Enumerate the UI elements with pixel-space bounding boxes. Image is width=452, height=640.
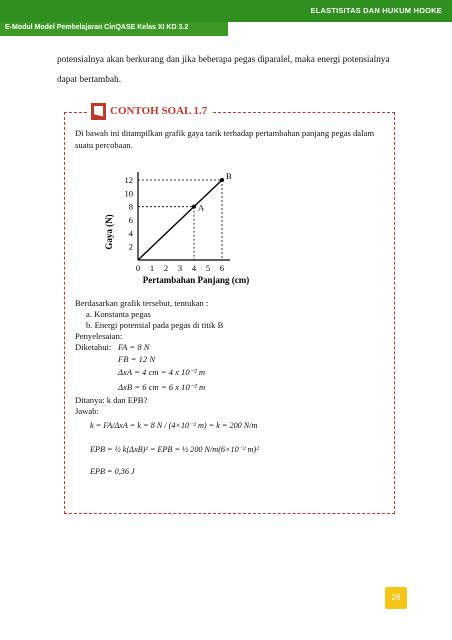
y-tick-label: 8 <box>128 201 133 212</box>
x-tick-label: 0 <box>135 263 141 273</box>
known-fb: FB = 12 N <box>118 354 156 364</box>
intro-line-2: dapat bertambah. <box>57 75 122 85</box>
x-tick-label: 2 <box>163 263 169 273</box>
point-label: B <box>226 171 232 181</box>
intro-line-1: potensialnya akan berkurang dan jika beberapa pegas diparalel, maka energi potensialnya <box>57 55 390 65</box>
chapter-title: ELASTISITAS DAN HUKUM HOOKE <box>310 6 442 15</box>
y-tick-label: 6 <box>128 215 133 225</box>
x-tick-label: 4 <box>191 263 197 273</box>
item-b: b. Energi potensial pada pegas di titik B <box>86 320 224 330</box>
x-axis-label: Pertambahan Panjang (cm) <box>142 275 250 285</box>
x-tick-label: 6 <box>219 263 225 273</box>
module-subtitle-band <box>0 22 228 36</box>
known-dxa: ΔxA = 4 cm = 4 x 10⁻² m <box>118 367 206 377</box>
y-tick-label: 12 <box>124 175 133 185</box>
item-a: a. Konstanta pegas <box>86 309 151 319</box>
module-subtitle: E-Modul Model Pembelajaran CinQASE Kelas XI KD 3.2 <box>5 24 189 31</box>
equation-epb: EPB = ½ k(ΔxB)² = EPB = ½ 200 N/m(6×10⁻² m)² <box>90 445 259 454</box>
asked: Ditanya: k dan EPB? <box>75 395 148 405</box>
known-fa: FA = 8 N <box>118 342 150 352</box>
example-label <box>88 101 213 121</box>
question: Berdasarkan grafik tersebut, tentukan : <box>75 298 209 308</box>
y-axis-label: Gaya (N) <box>104 214 114 250</box>
equation-result: EPB = 0,36 J <box>90 467 135 476</box>
x-tick-label: 5 <box>205 263 211 273</box>
example-desc-1: Di bawah ini ditampilkan grafik gaya tarik terhadap pertambahan panjang pegas dalam <box>75 128 374 138</box>
header-bar <box>0 0 452 22</box>
answer-label: Jawab: <box>75 406 99 416</box>
data-point <box>192 205 196 209</box>
known-label: Diketahui: <box>75 342 112 352</box>
x-tick-label: 1 <box>149 263 155 273</box>
force-extension-graph <box>100 170 340 300</box>
solution-label: Penyelesaian: <box>75 331 123 341</box>
example-title: CONTOH SOAL 1.7 <box>110 105 208 117</box>
series-line <box>138 180 222 260</box>
y-tick-label: 2 <box>128 241 133 252</box>
y-tick-label: 10 <box>124 188 133 199</box>
data-point <box>220 178 224 182</box>
equation-k: k = FA/ΔxA = k = 8 N / (4×10⁻² m) = k = 200 N/m <box>90 421 258 430</box>
y-tick-label: 4 <box>128 228 133 239</box>
page-number-badge: 28 <box>385 587 407 609</box>
example-desc-2: suatu percobaan. <box>75 140 133 150</box>
x-tick-label: 3 <box>177 263 183 273</box>
point-label: A <box>198 202 205 213</box>
known-dxb: ΔxB = 6 cm = 6 x 10⁻² m <box>118 382 206 392</box>
book-icon <box>91 103 106 120</box>
